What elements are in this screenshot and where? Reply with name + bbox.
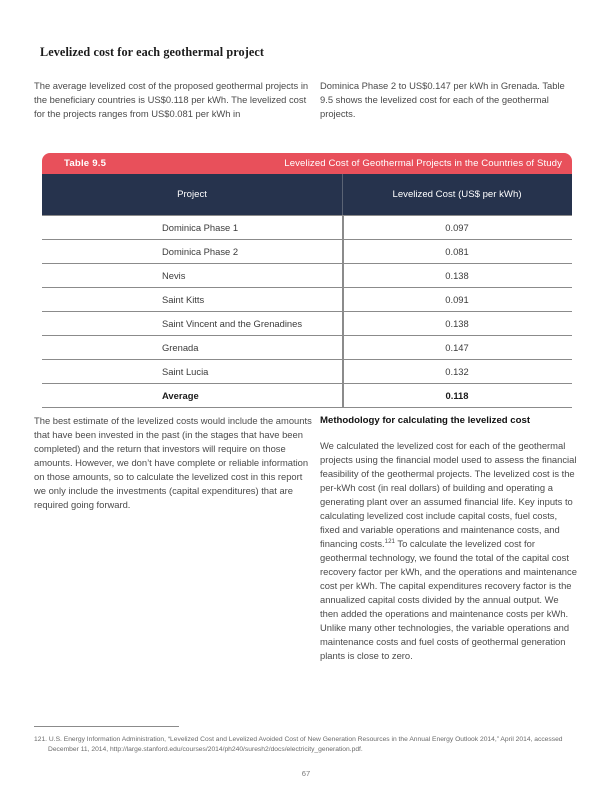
cell-cost: 0.147 [445, 342, 469, 353]
cell-cost: 0.091 [445, 294, 469, 305]
cell-project: Average [162, 390, 199, 401]
page-title: Levelized cost for each geothermal project [40, 45, 265, 59]
cell-project: Saint Lucia [162, 366, 209, 377]
cell-cost: 0.081 [445, 246, 469, 257]
table-row [42, 288, 572, 312]
cell-cost: 0.138 [445, 318, 469, 329]
cell-cost: 0.138 [445, 270, 469, 281]
footnote-reference-marker: 121 [384, 537, 395, 545]
table-title: Levelized Cost of Geothermal Projects in the Countries of Study [284, 158, 562, 169]
column-header-levelized-cost: Levelized Cost (US$ per kWh) [392, 189, 522, 200]
footnote-separator-rule [34, 726, 179, 727]
intro-paragraph-right: Dominica Phase 2 to US$0.147 per kWh in Grenada. Table 9.5 shows the levelized cost for each of the geothermal projects. [320, 80, 565, 119]
body-paragraph-left: The best estimate of the levelized costs would include the amounts that have been invested in the past (in the stages that have been completed) and the return that investors will require on those amounts. However, we don’t have complete or reliable information on those amounts, so to calculate the levelized cost in this report we only include the investments (capital expenditures) that are required going forward. [34, 415, 312, 510]
table-row [42, 240, 572, 264]
table-header-row [42, 174, 572, 215]
footnote-text: U.S. Energy Information Administration, “Levelized Cost and Levelized Avoided Cost of New Generation Resources in the Annual Energy Outlook 2014,” April 2014, accessed December 11, 2014, http://large.stanford.edu/courses/2014/ph240/suresh2/docs/electricity_generation.pdf. [48, 736, 563, 754]
cell-cost: 0.118 [445, 390, 469, 401]
table-row [42, 336, 572, 360]
table-9-5 [42, 153, 572, 408]
cell-cost: 0.097 [445, 222, 469, 233]
table-caption-band [42, 153, 572, 174]
intro-paragraph-left: The average levelized cost of the proposed geothermal projects in the beneficiary countries is US$0.118 per kWh. The levelized cost for the projects ranges from US$0.081 per kWh in [34, 80, 309, 119]
cell-project: Nevis [162, 270, 186, 281]
footnote-number: 121. [34, 736, 48, 743]
page-number: 67 [301, 769, 311, 778]
table-row-average [42, 384, 572, 408]
methodology-paragraph [320, 439, 578, 663]
table-row [42, 215, 572, 240]
column-header-project: Project [177, 189, 207, 200]
table-number-label: Table 9.5 [64, 158, 107, 169]
cell-project: Dominica Phase 2 [162, 246, 239, 257]
body-column-right [320, 414, 578, 663]
table-body [42, 215, 572, 408]
footnote-body [34, 735, 579, 756]
footnote [34, 735, 579, 756]
cell-cost: 0.132 [445, 366, 469, 377]
cell-project: Saint Vincent and the Grenadines [162, 318, 303, 329]
table-row [42, 264, 572, 288]
table-row [42, 360, 572, 384]
methodology-heading: Methodology for calculating the levelized cost [320, 415, 531, 426]
cell-project: Dominica Phase 1 [162, 222, 239, 233]
cell-project: Grenada [162, 342, 199, 353]
methodology-text-part1: We calculated the levelized cost for each of the geothermal projects using the financial model used to assess the financial feasibility of the geothermal projects. The levelized cost is the per-kWh cost (in real dollars) of building and operating a generating plant over an assumed financial life. Key inputs to calculating levelized cost include capital costs, fuel costs, fixed and variable operations and maintenance costs, and financing costs. [320, 440, 577, 549]
methodology-text-part2: To calculate the levelized cost for geothermal technology, we found the total of the capital cost recovery factor per kWh, and the operations and maintenance cost per kWh. The capital expenditures recovery factor is the annualized capital costs divided by the annual output. We then added the operations and maintenance costs per kWh. Unlike many other technologies, the variable operations and maintenance costs and fuel costs of geothermal generation plants is close to zero. [320, 538, 577, 661]
cell-project: Saint Kitts [162, 294, 205, 305]
table-row [42, 312, 572, 336]
